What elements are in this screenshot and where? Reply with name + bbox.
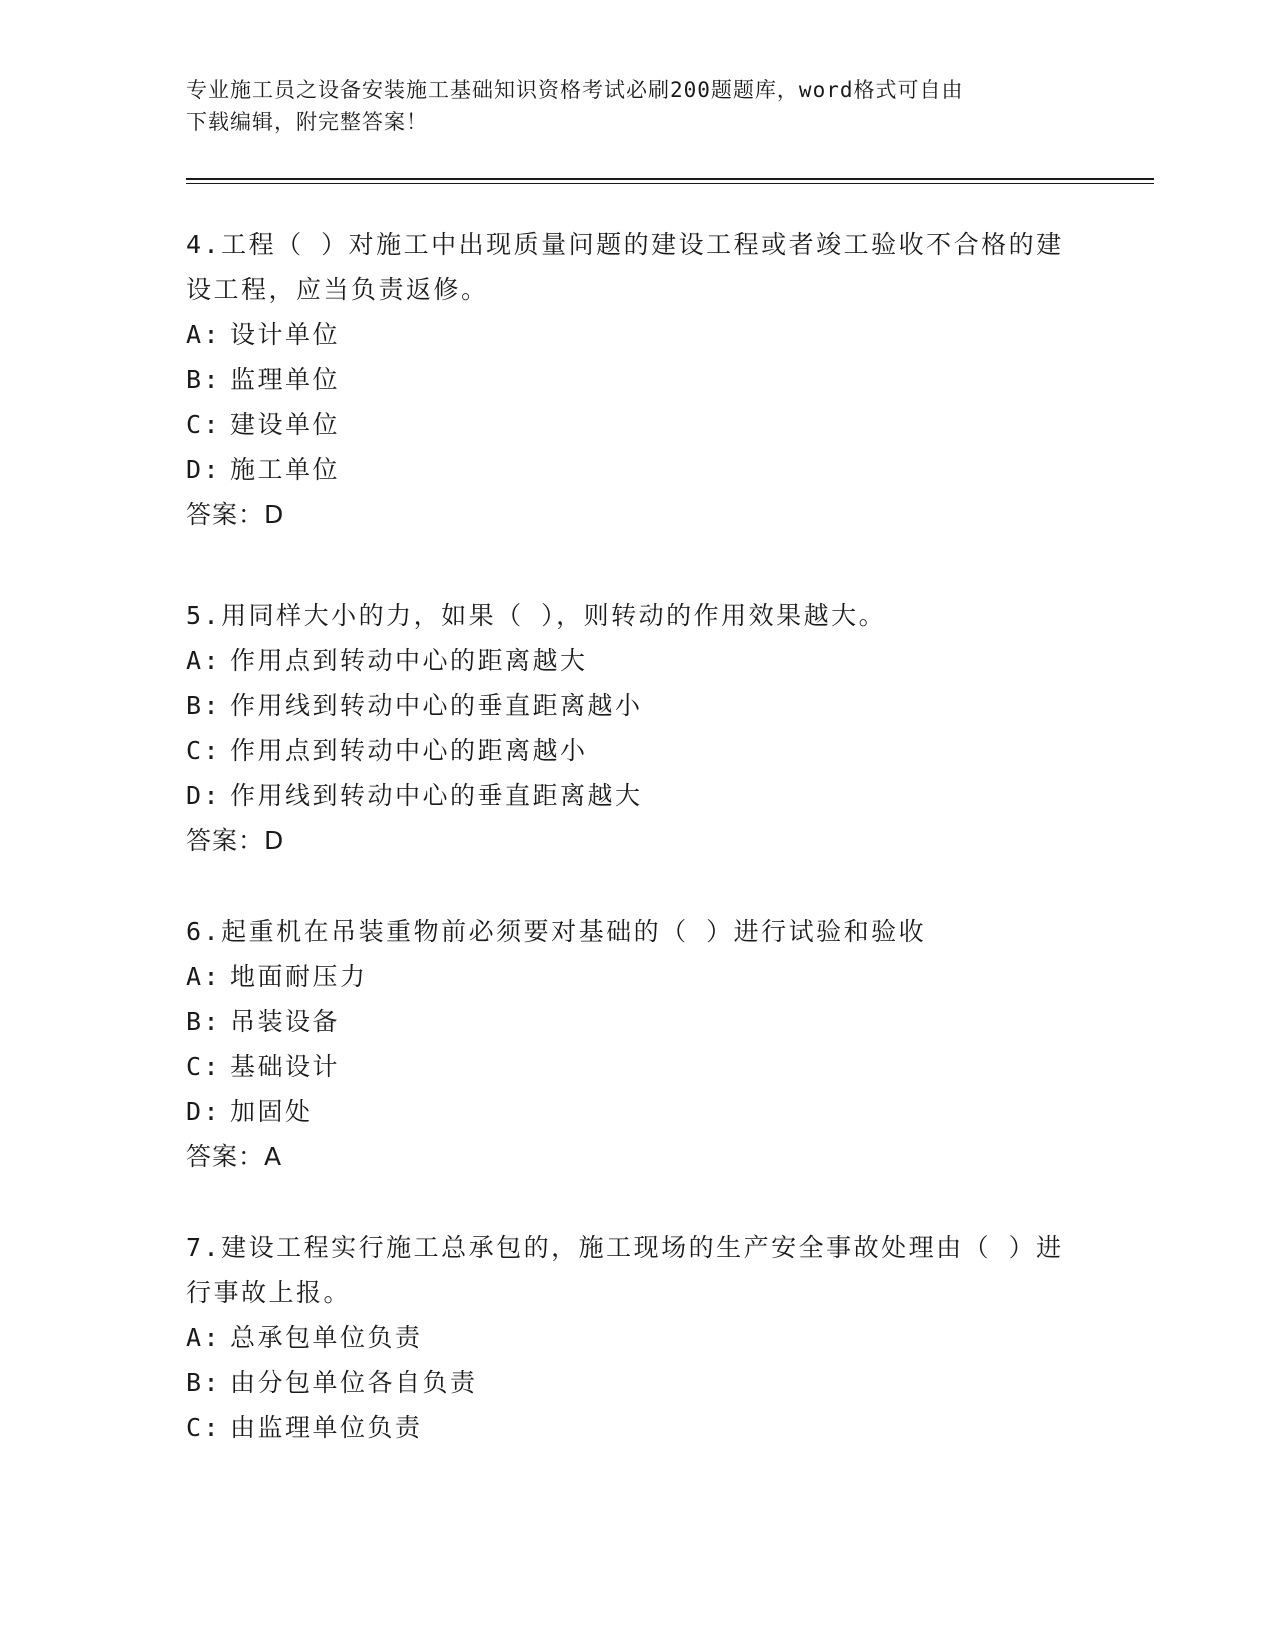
option-text: 由分包单位各自负责 — [230, 1368, 478, 1397]
question-7 — [186, 1225, 1086, 1450]
header-divider-thick — [186, 178, 1154, 180]
option-text: 吊装设备 — [230, 1007, 341, 1036]
option-text: 作用线到转动中心的垂直距离越小 — [230, 691, 643, 720]
question-5 — [186, 593, 1086, 863]
option-key: C: — [186, 736, 222, 765]
option-key: B: — [186, 1368, 222, 1397]
option-key: B: — [186, 691, 222, 720]
option-text: 地面耐压力 — [230, 962, 368, 991]
option-d — [186, 447, 1086, 492]
question-stem: 5.用同样大小的力，如果（ ），则转动的作用效果越大。 — [186, 601, 887, 630]
option-c — [186, 728, 1086, 773]
header-title-line-2: 下载编辑，附完整答案！ — [186, 110, 428, 134]
question-stem: 6.起重机在吊装重物前必须要对基础的（ ）进行试验和验收 — [186, 917, 927, 946]
option-key: C: — [186, 410, 222, 439]
answer: 答案：A — [186, 1142, 283, 1171]
option-b — [186, 357, 1086, 402]
question-4 — [186, 222, 1086, 537]
document-header — [186, 74, 1086, 138]
option-text: 设计单位 — [230, 320, 341, 349]
option-text: 总承包单位负责 — [230, 1323, 423, 1352]
answer: 答案：D — [186, 826, 285, 855]
option-key: D: — [186, 781, 222, 810]
option-text: 作用线到转动中心的垂直距离越大 — [230, 781, 643, 810]
option-key: A: — [186, 320, 222, 349]
option-b — [186, 683, 1086, 728]
option-text: 施工单位 — [230, 455, 341, 484]
question-stem: 4.工程（ ）对施工中出现质量问题的建设工程或者竣工验收不合格的建设工程，应当负责返修。 — [186, 230, 1064, 304]
option-text: 作用点到转动中心的距离越大 — [230, 646, 588, 675]
option-key: A: — [186, 962, 222, 991]
option-text: 建设单位 — [230, 410, 341, 439]
option-a — [186, 312, 1086, 357]
option-key: C: — [186, 1413, 222, 1442]
option-a — [186, 1315, 1086, 1360]
option-text: 加固处 — [230, 1097, 313, 1126]
option-b — [186, 999, 1086, 1044]
option-text: 由监理单位负责 — [230, 1413, 423, 1442]
option-key: B: — [186, 365, 222, 394]
option-key: A: — [186, 1323, 222, 1352]
option-c — [186, 402, 1086, 447]
option-key: A: — [186, 646, 222, 675]
option-c — [186, 1405, 1086, 1450]
header-title-line-1: 专业施工员之设备安装施工基础知识资格考试必刷200题题库，word格式可自由 — [186, 78, 964, 102]
option-key: D: — [186, 455, 222, 484]
question-6 — [186, 909, 1086, 1179]
option-d — [186, 1089, 1086, 1134]
option-c — [186, 1044, 1086, 1089]
option-a — [186, 954, 1086, 999]
answer: 答案：D — [186, 500, 285, 529]
header-divider-thin — [186, 183, 1154, 184]
option-d — [186, 773, 1086, 818]
option-key: B: — [186, 1007, 222, 1036]
option-text: 监理单位 — [230, 365, 341, 394]
option-key: C: — [186, 1052, 222, 1081]
question-stem: 7.建设工程实行施工总承包的，施工现场的生产安全事故处理由（ ）进行事故上报。 — [186, 1233, 1064, 1307]
option-a — [186, 638, 1086, 683]
option-b — [186, 1360, 1086, 1405]
option-key: D: — [186, 1097, 222, 1126]
option-text: 基础设计 — [230, 1052, 341, 1081]
option-text: 作用点到转动中心的距离越小 — [230, 736, 588, 765]
